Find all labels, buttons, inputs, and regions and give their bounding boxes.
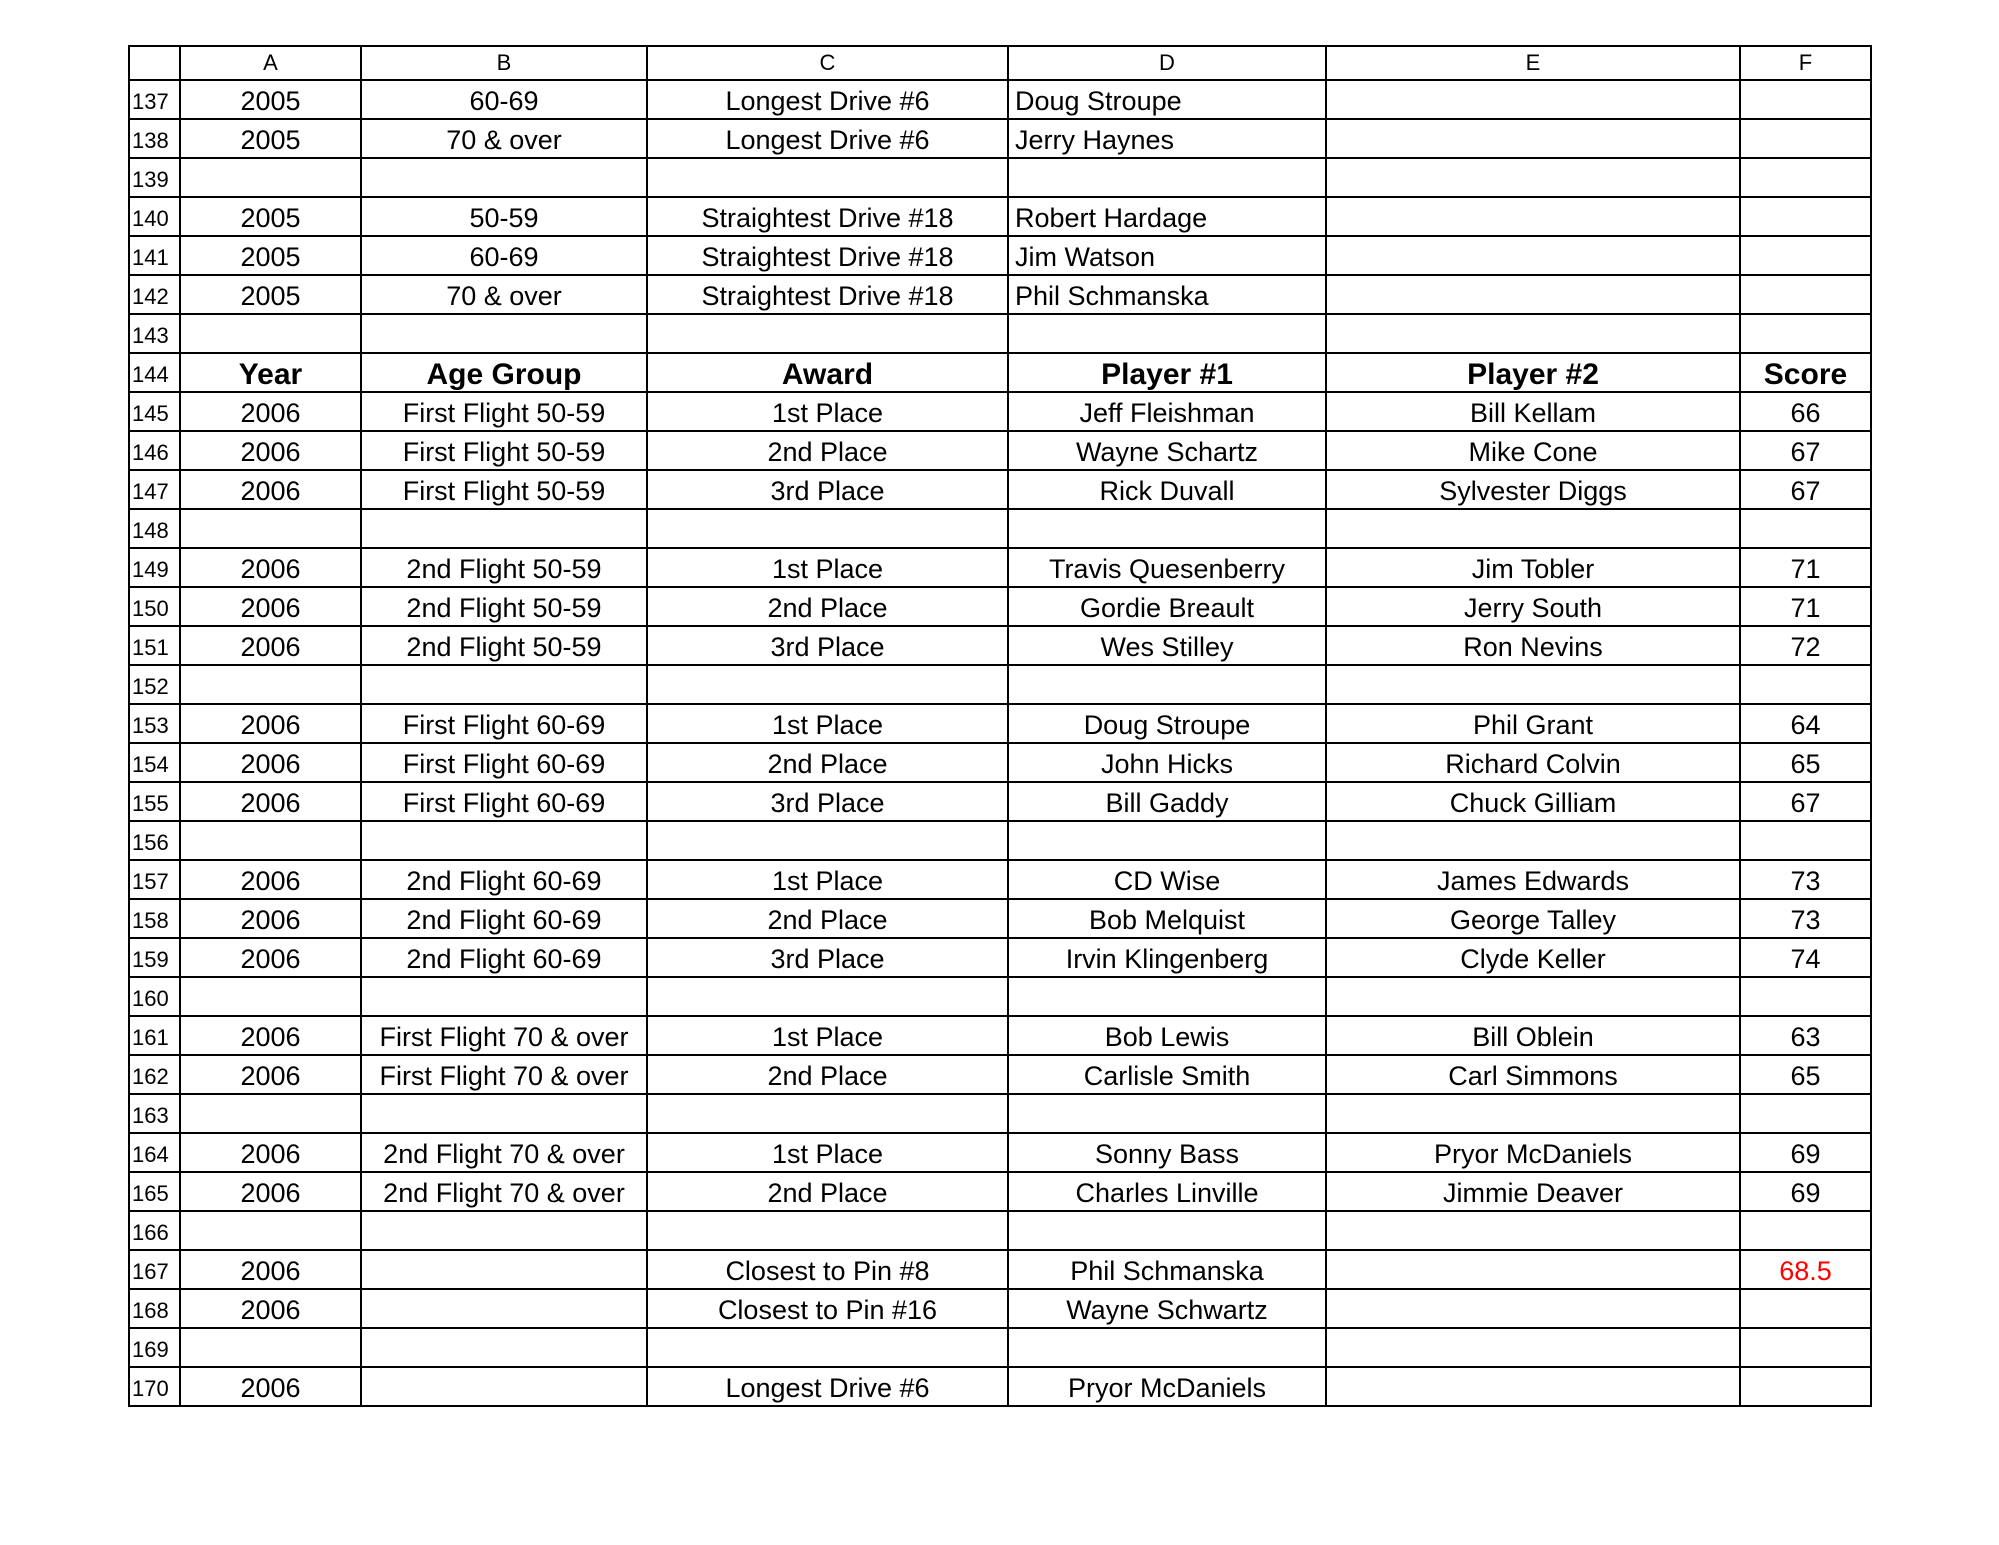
table-row xyxy=(129,80,1871,119)
cell-award[interactable]: 2nd Place xyxy=(647,431,1008,470)
table-row xyxy=(129,1367,1871,1406)
cell-age-group[interactable]: 50-59 xyxy=(361,197,647,236)
cell-score[interactable] xyxy=(1740,158,1871,197)
cell-award[interactable]: 1st Place xyxy=(647,860,1008,899)
cell-award[interactable]: Longest Drive #6 xyxy=(647,80,1008,119)
row-number[interactable]: 166 xyxy=(129,1211,180,1250)
table-row xyxy=(129,782,1871,821)
cell-year[interactable]: 2006 xyxy=(180,704,361,743)
cell-age-group[interactable]: First Flight 50-59 xyxy=(361,470,647,509)
cell-player-1[interactable]: Irvin Klingenberg xyxy=(1008,938,1326,977)
cell-award[interactable]: Straightest Drive #18 xyxy=(647,197,1008,236)
cell-age-group[interactable]: 70 & over xyxy=(361,119,647,158)
cell-player-1[interactable]: Bob Lewis xyxy=(1008,1016,1326,1055)
cell-player-1[interactable]: Wayne Schwartz xyxy=(1008,1289,1326,1328)
cell-award[interactable] xyxy=(647,509,1008,548)
row-number[interactable]: 149 xyxy=(129,548,180,587)
cell-score[interactable]: 69 xyxy=(1740,1133,1871,1172)
header-cell-award[interactable]: Award xyxy=(647,353,1008,392)
row-number[interactable]: 140 xyxy=(129,197,180,236)
row-number[interactable]: 162 xyxy=(129,1055,180,1094)
column-header-b[interactable]: B xyxy=(361,46,647,80)
cell-player-1[interactable] xyxy=(1008,665,1326,704)
cell-year[interactable]: 2005 xyxy=(180,275,361,314)
cell-player-2[interactable] xyxy=(1326,1367,1740,1406)
cell-age-group[interactable] xyxy=(361,314,647,353)
cell-player-1[interactable]: Pryor McDaniels xyxy=(1008,1367,1326,1406)
cell-player-2[interactable] xyxy=(1326,236,1740,275)
table-row xyxy=(129,1211,1871,1250)
column-header-a[interactable]: A xyxy=(180,46,361,80)
cell-award[interactable]: Straightest Drive #18 xyxy=(647,236,1008,275)
table-row xyxy=(129,470,1871,509)
row-number[interactable]: 152 xyxy=(129,665,180,704)
table-row xyxy=(129,275,1871,314)
header-cell-age-group[interactable]: Age Group xyxy=(361,353,647,392)
cell-award[interactable]: 3rd Place xyxy=(647,782,1008,821)
cell-player-2[interactable] xyxy=(1326,509,1740,548)
row-number[interactable]: 167 xyxy=(129,1250,180,1289)
cell-award[interactable]: 2nd Place xyxy=(647,899,1008,938)
cell-award[interactable]: 3rd Place xyxy=(647,626,1008,665)
cell-year[interactable]: 2005 xyxy=(180,80,361,119)
cell-age-group[interactable] xyxy=(361,977,647,1016)
cell-score[interactable]: 74 xyxy=(1740,938,1871,977)
cell-player-1[interactable] xyxy=(1008,1211,1326,1250)
cell-player-2[interactable]: Bill Kellam xyxy=(1326,392,1740,431)
cell-year[interactable] xyxy=(180,509,361,548)
header-cell-player-1[interactable]: Player #1 xyxy=(1008,353,1326,392)
cell-score[interactable] xyxy=(1740,1211,1871,1250)
cell-player-2[interactable] xyxy=(1326,314,1740,353)
cell-award[interactable]: 1st Place xyxy=(647,548,1008,587)
cell-score[interactable]: 67 xyxy=(1740,782,1871,821)
cell-player-1[interactable] xyxy=(1008,821,1326,860)
cell-player-1[interactable]: Charles Linville xyxy=(1008,1172,1326,1211)
cell-award[interactable]: Longest Drive #6 xyxy=(647,1367,1008,1406)
table-header-row xyxy=(129,353,1871,392)
cell-score[interactable]: 63 xyxy=(1740,1016,1871,1055)
row-number[interactable]: 139 xyxy=(129,158,180,197)
cell-award[interactable] xyxy=(647,314,1008,353)
cell-player-1[interactable]: Travis Quesenberry xyxy=(1008,548,1326,587)
cell-year[interactable]: 2006 xyxy=(180,626,361,665)
cell-player-2[interactable] xyxy=(1326,158,1740,197)
cell-age-group[interactable]: First Flight 70 & over xyxy=(361,1055,647,1094)
cell-player-2[interactable] xyxy=(1326,80,1740,119)
cell-score[interactable]: 64 xyxy=(1740,704,1871,743)
cell-year[interactable] xyxy=(180,977,361,1016)
cell-score[interactable] xyxy=(1740,236,1871,275)
row-number[interactable]: 163 xyxy=(129,1094,180,1133)
row-number[interactable]: 148 xyxy=(129,509,180,548)
cell-age-group[interactable]: First Flight 60-69 xyxy=(361,782,647,821)
cell-age-group[interactable]: First Flight 50-59 xyxy=(361,431,647,470)
cell-player-2[interactable]: Jimmie Deaver xyxy=(1326,1172,1740,1211)
cell-age-group[interactable] xyxy=(361,1094,647,1133)
cell-player-1[interactable] xyxy=(1008,158,1326,197)
cell-score[interactable] xyxy=(1740,197,1871,236)
cell-player-1[interactable]: Wayne Schartz xyxy=(1008,431,1326,470)
cell-award[interactable]: 3rd Place xyxy=(647,938,1008,977)
row-number[interactable]: 164 xyxy=(129,1133,180,1172)
cell-age-group[interactable]: 2nd Flight 60-69 xyxy=(361,860,647,899)
cell-year[interactable]: 2005 xyxy=(180,236,361,275)
column-header-d[interactable]: D xyxy=(1008,46,1326,80)
cell-award[interactable]: 2nd Place xyxy=(647,743,1008,782)
row-number[interactable]: 143 xyxy=(129,314,180,353)
row-number[interactable]: 145 xyxy=(129,392,180,431)
cell-year[interactable]: 2006 xyxy=(180,1289,361,1328)
cell-player-1[interactable]: Doug Stroupe xyxy=(1008,704,1326,743)
cell-age-group[interactable]: 2nd Flight 50-59 xyxy=(361,626,647,665)
cell-award[interactable] xyxy=(647,1328,1008,1367)
cell-player-2[interactable]: Jim Tobler xyxy=(1326,548,1740,587)
corner-cell[interactable] xyxy=(129,46,180,80)
table-row xyxy=(129,1172,1871,1211)
table-row xyxy=(129,392,1871,431)
cell-award[interactable]: 2nd Place xyxy=(647,1172,1008,1211)
table-row xyxy=(129,587,1871,626)
cell-player-2[interactable] xyxy=(1326,1211,1740,1250)
cell-score[interactable]: 71 xyxy=(1740,587,1871,626)
cell-age-group[interactable]: 2nd Flight 50-59 xyxy=(361,548,647,587)
table-row xyxy=(129,158,1871,197)
cell-score[interactable] xyxy=(1740,1094,1871,1133)
cell-year[interactable]: 2006 xyxy=(180,431,361,470)
row-number[interactable]: 147 xyxy=(129,470,180,509)
cell-player-1[interactable] xyxy=(1008,977,1326,1016)
cell-score[interactable] xyxy=(1740,665,1871,704)
row-number[interactable]: 154 xyxy=(129,743,180,782)
table-row xyxy=(129,1289,1871,1328)
cell-age-group[interactable] xyxy=(361,1250,647,1289)
cell-score[interactable]: 73 xyxy=(1740,899,1871,938)
row-number[interactable]: 156 xyxy=(129,821,180,860)
table-row xyxy=(129,1328,1871,1367)
cell-age-group[interactable] xyxy=(361,1367,647,1406)
row-number[interactable]: 142 xyxy=(129,275,180,314)
cell-player-1[interactable]: Carlisle Smith xyxy=(1008,1055,1326,1094)
cell-year[interactable]: 2006 xyxy=(180,392,361,431)
column-header-c[interactable]: C xyxy=(647,46,1008,80)
cell-award[interactable] xyxy=(647,821,1008,860)
cell-score[interactable] xyxy=(1740,80,1871,119)
cell-age-group[interactable]: 60-69 xyxy=(361,80,647,119)
row-number[interactable]: 170 xyxy=(129,1367,180,1406)
cell-player-2[interactable]: Carl Simmons xyxy=(1326,1055,1740,1094)
cell-player-1[interactable] xyxy=(1008,509,1326,548)
cell-age-group[interactable] xyxy=(361,1211,647,1250)
cell-player-2[interactable] xyxy=(1326,119,1740,158)
cell-player-2[interactable]: Chuck Gilliam xyxy=(1326,782,1740,821)
cell-year[interactable]: 2006 xyxy=(180,1367,361,1406)
row-number[interactable]: 151 xyxy=(129,626,180,665)
cell-player-2[interactable]: Ron Nevins xyxy=(1326,626,1740,665)
cell-player-1[interactable]: Bill Gaddy xyxy=(1008,782,1326,821)
table-row xyxy=(129,431,1871,470)
cell-award[interactable]: 1st Place xyxy=(647,392,1008,431)
cell-player-2[interactable]: James Edwards xyxy=(1326,860,1740,899)
cell-year[interactable] xyxy=(180,158,361,197)
row-number[interactable]: 138 xyxy=(129,119,180,158)
cell-player-2[interactable] xyxy=(1326,1094,1740,1133)
cell-award[interactable]: 2nd Place xyxy=(647,1055,1008,1094)
cell-player-1[interactable]: Phil Schmanska xyxy=(1008,275,1326,314)
cell-award[interactable] xyxy=(647,665,1008,704)
cell-award[interactable]: 1st Place xyxy=(647,1016,1008,1055)
cell-score[interactable]: 69 xyxy=(1740,1172,1871,1211)
cell-player-2[interactable]: Mike Cone xyxy=(1326,431,1740,470)
cell-score[interactable] xyxy=(1740,1367,1871,1406)
cell-year[interactable] xyxy=(180,314,361,353)
cell-score[interactable] xyxy=(1740,1289,1871,1328)
header-cell-year[interactable]: Year xyxy=(180,353,361,392)
cell-score[interactable]: 73 xyxy=(1740,860,1871,899)
cell-player-1[interactable] xyxy=(1008,314,1326,353)
row-number[interactable]: 165 xyxy=(129,1172,180,1211)
column-header-row xyxy=(129,46,1871,80)
table-row xyxy=(129,1016,1871,1055)
cell-year[interactable] xyxy=(180,1211,361,1250)
row-number[interactable]: 146 xyxy=(129,431,180,470)
cell-age-group[interactable]: 2nd Flight 60-69 xyxy=(361,899,647,938)
cell-score[interactable] xyxy=(1740,119,1871,158)
cell-age-group[interactable] xyxy=(361,665,647,704)
column-header-e[interactable]: E xyxy=(1326,46,1740,80)
cell-player-1[interactable]: Wes Stilley xyxy=(1008,626,1326,665)
cell-score[interactable]: 66 xyxy=(1740,392,1871,431)
spreadsheet-grid xyxy=(128,45,1872,1407)
row-number[interactable]: 168 xyxy=(129,1289,180,1328)
cell-player-2[interactable] xyxy=(1326,977,1740,1016)
cell-age-group[interactable]: First Flight 50-59 xyxy=(361,392,647,431)
spreadsheet-body xyxy=(129,46,1871,1406)
cell-player-1[interactable]: Phil Schmanska xyxy=(1008,1250,1326,1289)
table-row xyxy=(129,236,1871,275)
cell-year[interactable] xyxy=(180,665,361,704)
cell-player-1[interactable]: Rick Duvall xyxy=(1008,470,1326,509)
cell-score[interactable] xyxy=(1740,1328,1871,1367)
cell-award[interactable]: 2nd Place xyxy=(647,587,1008,626)
cell-player-1[interactable]: Bob Melquist xyxy=(1008,899,1326,938)
table-row xyxy=(129,1094,1871,1133)
cell-age-group[interactable]: 2nd Flight 70 & over xyxy=(361,1133,647,1172)
cell-age-group[interactable] xyxy=(361,509,647,548)
row-number[interactable]: 158 xyxy=(129,899,180,938)
row-number[interactable]: 160 xyxy=(129,977,180,1016)
cell-year[interactable]: 2006 xyxy=(180,743,361,782)
cell-award[interactable]: Longest Drive #6 xyxy=(647,119,1008,158)
cell-year[interactable] xyxy=(180,1094,361,1133)
cell-score[interactable] xyxy=(1740,314,1871,353)
cell-year[interactable]: 2006 xyxy=(180,860,361,899)
cell-year[interactable]: 2005 xyxy=(180,119,361,158)
cell-age-group[interactable]: First Flight 60-69 xyxy=(361,704,647,743)
cell-player-1[interactable]: Robert Hardage xyxy=(1008,197,1326,236)
cell-score[interactable]: 65 xyxy=(1740,1055,1871,1094)
table-row xyxy=(129,821,1871,860)
cell-score[interactable]: 72 xyxy=(1740,626,1871,665)
cell-age-group[interactable]: 2nd Flight 70 & over xyxy=(361,1172,647,1211)
cell-year[interactable]: 2006 xyxy=(180,1055,361,1094)
cell-year[interactable]: 2006 xyxy=(180,1016,361,1055)
row-number[interactable]: 153 xyxy=(129,704,180,743)
cell-score[interactable] xyxy=(1740,275,1871,314)
table-row xyxy=(129,197,1871,236)
header-cell-player-2[interactable]: Player #2 xyxy=(1326,353,1740,392)
row-number[interactable]: 144 xyxy=(129,353,180,392)
cell-age-group[interactable]: 60-69 xyxy=(361,236,647,275)
cell-year[interactable] xyxy=(180,821,361,860)
cell-player-2[interactable] xyxy=(1326,1250,1740,1289)
table-row xyxy=(129,743,1871,782)
cell-player-2[interactable] xyxy=(1326,275,1740,314)
table-row xyxy=(129,860,1871,899)
cell-player-1[interactable] xyxy=(1008,1328,1326,1367)
cell-player-1[interactable]: CD Wise xyxy=(1008,860,1326,899)
cell-player-2[interactable]: Bill Oblein xyxy=(1326,1016,1740,1055)
table-row xyxy=(129,1133,1871,1172)
table-row xyxy=(129,1055,1871,1094)
cell-award[interactable]: Closest to Pin #16 xyxy=(647,1289,1008,1328)
row-number[interactable]: 169 xyxy=(129,1328,180,1367)
cell-player-2[interactable] xyxy=(1326,1328,1740,1367)
cell-award[interactable] xyxy=(647,158,1008,197)
table-row xyxy=(129,509,1871,548)
cell-age-group[interactable] xyxy=(361,1328,647,1367)
cell-player-2[interactable]: Sylvester Diggs xyxy=(1326,470,1740,509)
table-row xyxy=(129,938,1871,977)
cell-score[interactable]: 67 xyxy=(1740,431,1871,470)
row-number[interactable]: 157 xyxy=(129,860,180,899)
cell-player-1[interactable]: John Hicks xyxy=(1008,743,1326,782)
cell-award[interactable] xyxy=(647,1094,1008,1133)
cell-year[interactable]: 2006 xyxy=(180,1172,361,1211)
cell-year[interactable]: 2006 xyxy=(180,938,361,977)
cell-year[interactable]: 2006 xyxy=(180,548,361,587)
cell-score[interactable]: 71 xyxy=(1740,548,1871,587)
cell-score[interactable]: 68.5 xyxy=(1740,1250,1871,1289)
cell-player-1[interactable]: Jim Watson xyxy=(1008,236,1326,275)
cell-age-group[interactable]: 2nd Flight 50-59 xyxy=(361,587,647,626)
cell-age-group[interactable]: 70 & over xyxy=(361,275,647,314)
row-number[interactable]: 137 xyxy=(129,80,180,119)
cell-award[interactable]: Closest to Pin #8 xyxy=(647,1250,1008,1289)
cell-player-1[interactable]: Gordie Breault xyxy=(1008,587,1326,626)
cell-award[interactable]: 1st Place xyxy=(647,1133,1008,1172)
cell-player-1[interactable]: Jerry Haynes xyxy=(1008,119,1326,158)
cell-award[interactable]: 3rd Place xyxy=(647,470,1008,509)
cell-award[interactable] xyxy=(647,977,1008,1016)
cell-score[interactable]: 67 xyxy=(1740,470,1871,509)
cell-player-2[interactable]: Pryor McDaniels xyxy=(1326,1133,1740,1172)
cell-year[interactable]: 2006 xyxy=(180,470,361,509)
table-row xyxy=(129,704,1871,743)
cell-age-group[interactable]: First Flight 70 & over xyxy=(361,1016,647,1055)
cell-year[interactable]: 2006 xyxy=(180,782,361,821)
cell-player-2[interactable] xyxy=(1326,821,1740,860)
cell-year[interactable]: 2006 xyxy=(180,587,361,626)
cell-player-1[interactable]: Sonny Bass xyxy=(1008,1133,1326,1172)
cell-age-group[interactable] xyxy=(361,821,647,860)
table-row xyxy=(129,665,1871,704)
cell-award[interactable]: Straightest Drive #18 xyxy=(647,275,1008,314)
cell-player-2[interactable]: Phil Grant xyxy=(1326,704,1740,743)
header-cell-score[interactable]: Score xyxy=(1740,353,1871,392)
table-row xyxy=(129,314,1871,353)
cell-player-2[interactable]: Jerry South xyxy=(1326,587,1740,626)
table-row xyxy=(129,899,1871,938)
cell-player-1[interactable]: Jeff Fleishman xyxy=(1008,392,1326,431)
cell-player-2[interactable] xyxy=(1326,1289,1740,1328)
table-row xyxy=(129,548,1871,587)
row-number[interactable]: 141 xyxy=(129,236,180,275)
row-number[interactable]: 161 xyxy=(129,1016,180,1055)
cell-player-2[interactable]: Richard Colvin xyxy=(1326,743,1740,782)
cell-year[interactable]: 2006 xyxy=(180,899,361,938)
cell-score[interactable] xyxy=(1740,821,1871,860)
cell-award[interactable]: 1st Place xyxy=(647,704,1008,743)
cell-award[interactable] xyxy=(647,1211,1008,1250)
cell-player-1[interactable] xyxy=(1008,1094,1326,1133)
row-number[interactable]: 150 xyxy=(129,587,180,626)
table-row xyxy=(129,1250,1871,1289)
cell-year[interactable] xyxy=(180,1328,361,1367)
cell-player-2[interactable]: Clyde Keller xyxy=(1326,938,1740,977)
cell-year[interactable]: 2005 xyxy=(180,197,361,236)
cell-player-2[interactable]: George Talley xyxy=(1326,899,1740,938)
cell-score[interactable] xyxy=(1740,977,1871,1016)
cell-score[interactable] xyxy=(1740,509,1871,548)
cell-player-2[interactable] xyxy=(1326,197,1740,236)
table-row xyxy=(129,626,1871,665)
cell-age-group[interactable]: First Flight 60-69 xyxy=(361,743,647,782)
cell-player-1[interactable]: Doug Stroupe xyxy=(1008,80,1326,119)
cell-age-group[interactable] xyxy=(361,1289,647,1328)
cell-age-group[interactable]: 2nd Flight 60-69 xyxy=(361,938,647,977)
row-number[interactable]: 159 xyxy=(129,938,180,977)
cell-score[interactable]: 65 xyxy=(1740,743,1871,782)
table-row xyxy=(129,119,1871,158)
column-header-f[interactable]: F xyxy=(1740,46,1871,80)
cell-player-2[interactable] xyxy=(1326,665,1740,704)
cell-age-group[interactable] xyxy=(361,158,647,197)
cell-year[interactable]: 2006 xyxy=(180,1250,361,1289)
cell-year[interactable]: 2006 xyxy=(180,1133,361,1172)
table-row xyxy=(129,977,1871,1016)
row-number[interactable]: 155 xyxy=(129,782,180,821)
